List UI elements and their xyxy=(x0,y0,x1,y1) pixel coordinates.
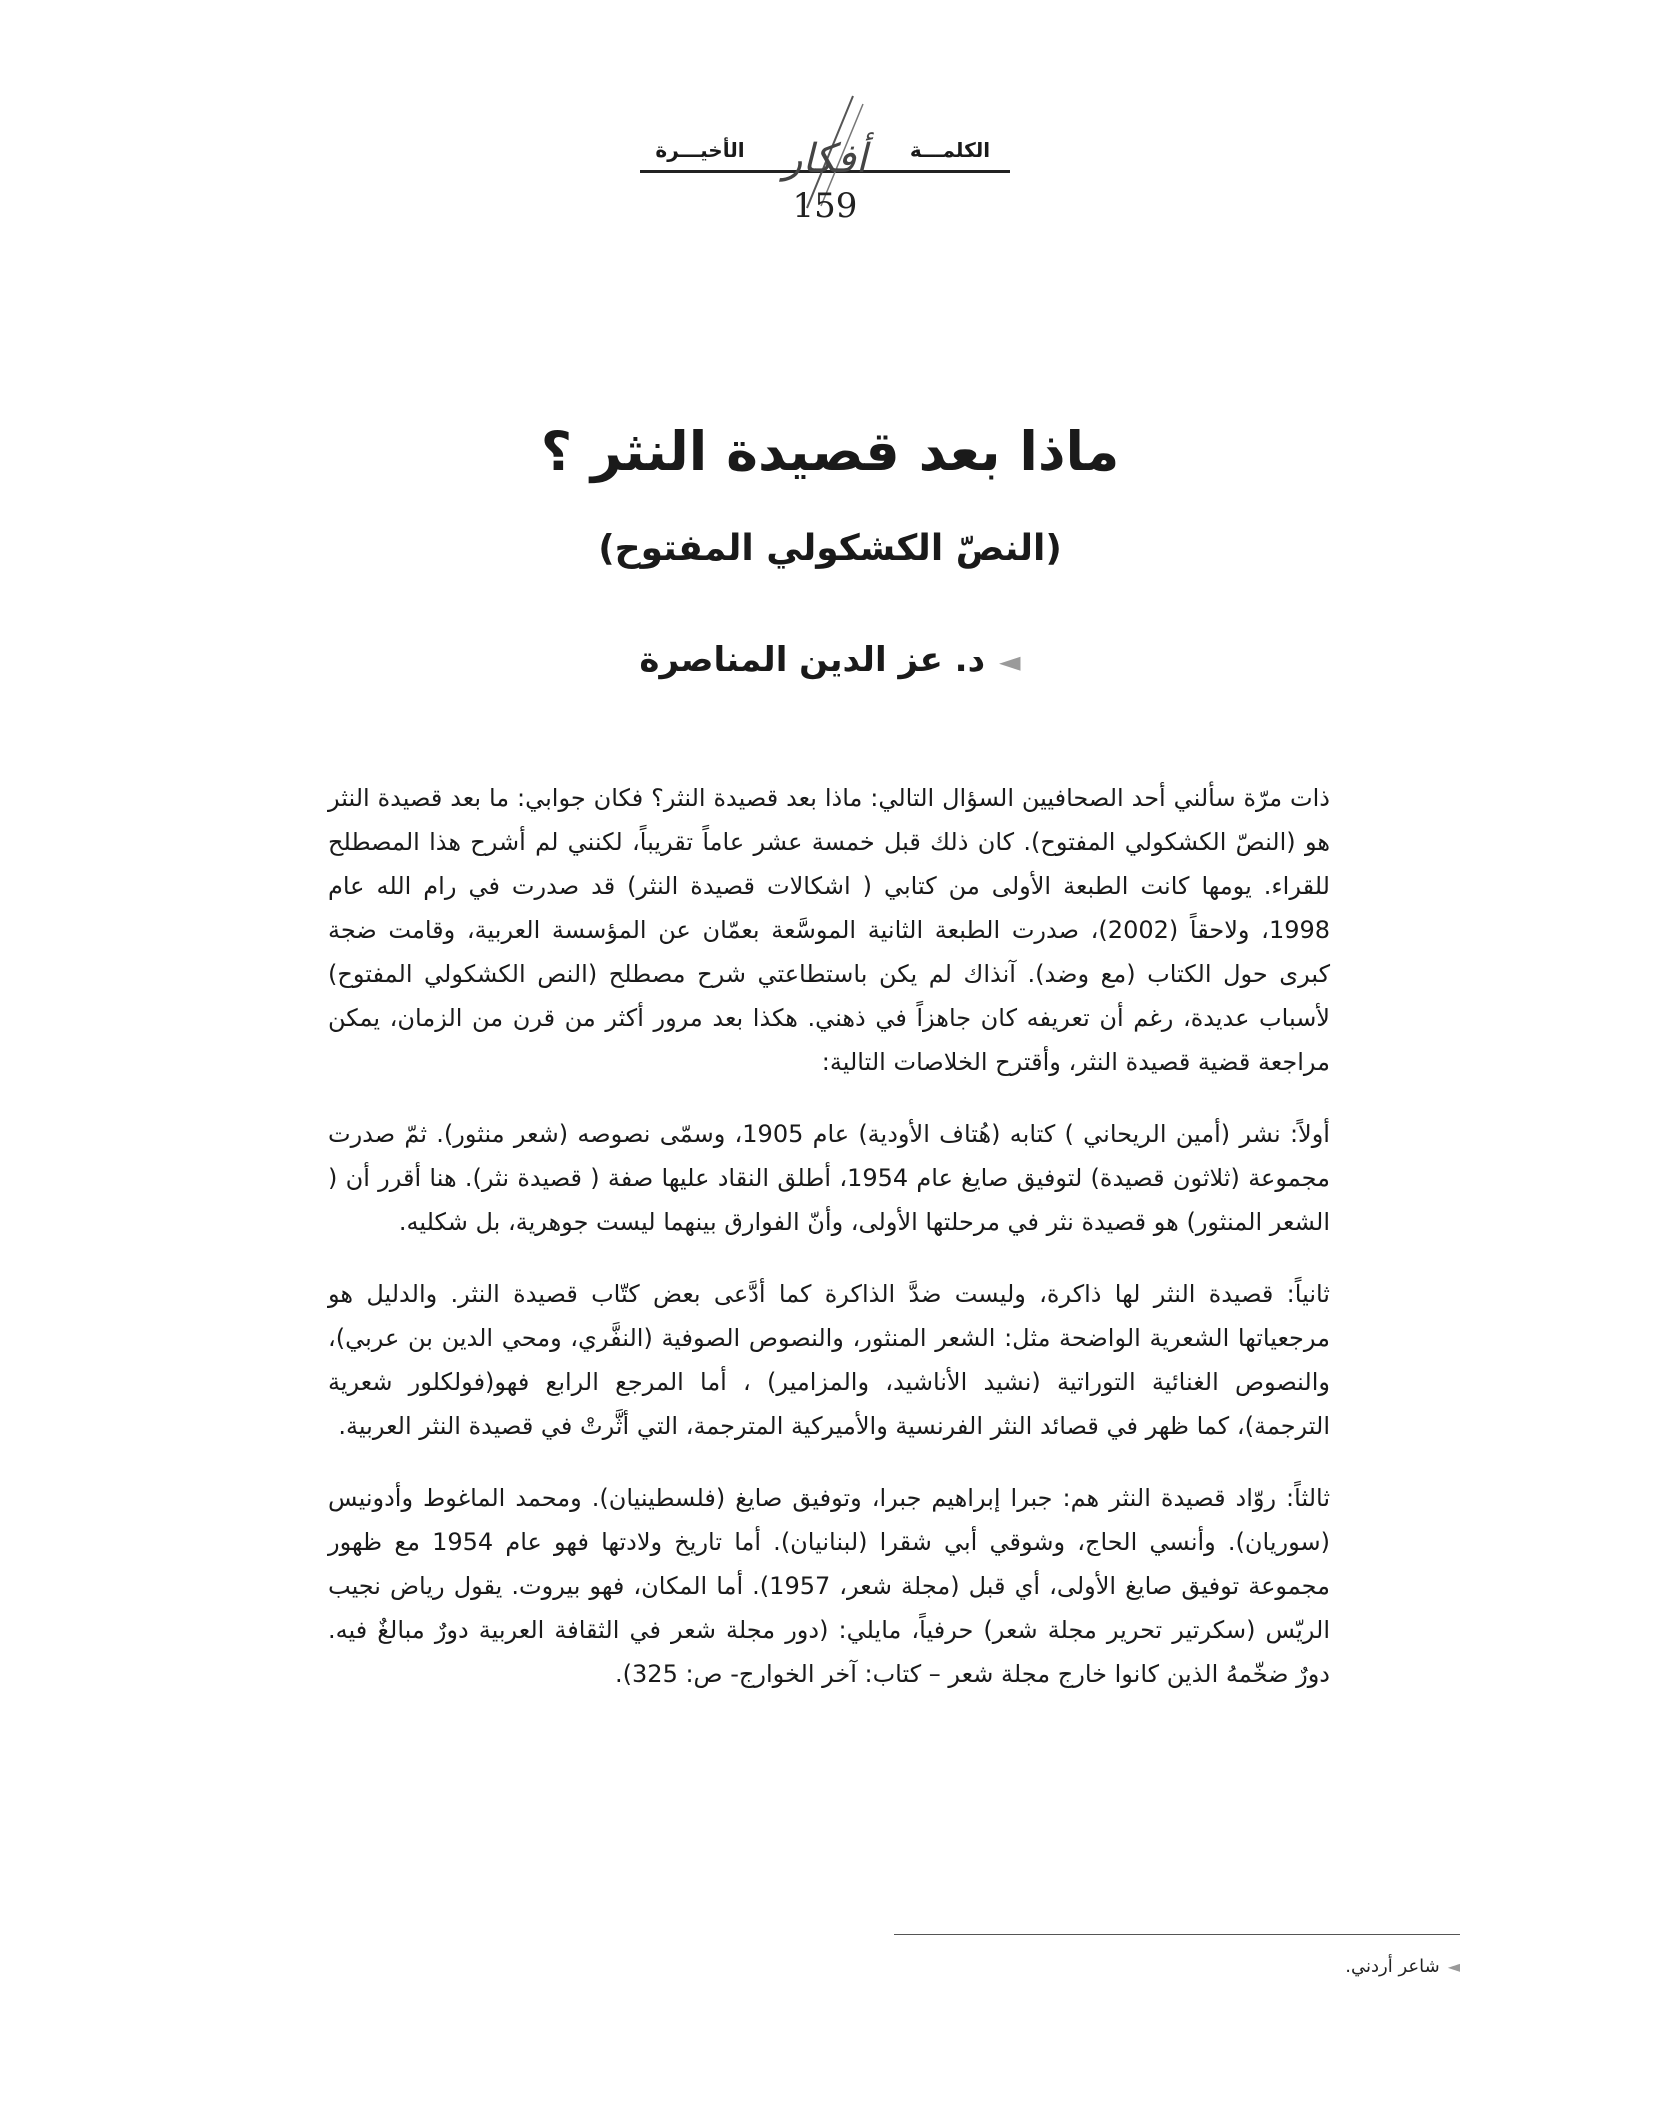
paragraph-first: أولاً: نشر (أمين الريحاني ) كتابه (هُتاف الأودية) عام 1905، وسمّى نصوصه (شعر منثور). ثمّ صدرت مجموعة (ثلاثون قصيدة) لتوفيق صايغ عام 1954، أطلق النقاد عليها صفة ( قصيدة نثر). هنا أقرر أن ( الشعر المنثور) هو قصيدة نثر في مرحلتها الأولى، وأنّ الفوارق بينهما ليست جوهرية، بل شكليه. xyxy=(328,1120,1330,1236)
logo-wordmark: أفكار xyxy=(783,136,867,182)
author-triangle-icon: ◄ xyxy=(999,645,1021,678)
header-section-label-right: الكلمـــة xyxy=(909,138,991,162)
footnote-triangle-icon: ◄ xyxy=(1447,1957,1460,1976)
page-number: 159 xyxy=(792,186,858,226)
running-header xyxy=(640,90,1010,230)
paragraph-third: ثالثاً: روّاد قصيدة النثر هم: جبرا إبراهيم جبرا، وتوفيق صايغ (فلسطينيان). ومحمد الماغوط وأدونيس (سوريان). وأنسي الحاج، وشوقي أبي شقرا (لبنانيان). أما تاريخ ولادتها فهو عام 1954 مع ظهور مجموعة توفيق صايغ الأولى، أي قبل (مجلة شعر، 1957). أما المكان، فهو بيروت. يقول رياض نجيب الريّس (سكرتير تحرير مجلة شعر) حرفياً، مايلي: (دور مجلة شعر في الثقافة العربية دورٌ مبالغٌ فيه. دورٌ ضخّمهُ الذين كانوا خارج مجلة شعر – كتاب: آخر الخوارج- ص: 325). xyxy=(328,1484,1331,1688)
paragraph-second: ثانياً: قصيدة النثر لها ذاكرة، وليست ضدَّ الذاكرة كما أدَّعى بعض كتّاب قصيدة النثر. والدليل هو مرجعياتها الشعرية الواضحة مثل: الشعر المنثور، والنصوص الصوفية (النفَّري، ومحي الدين بن عربي)، والنصوص الغنائية التوراتية (نشيد الأناشيد، والمزامير) ، أما المرجع الرابع فهو(فولكلور شعرية الترجمة)، كما ظهر في قصائد النثر الفرنسية والأميركية المترجمة، التي أثَّرتْ في قصيدة النثر العربية. xyxy=(328,1280,1330,1440)
header-section-label-left: الأخيـــرة xyxy=(655,138,745,162)
article-subtitle: (النصّ الكشكولي المفتوح) xyxy=(598,528,1062,569)
author-line xyxy=(300,640,1360,680)
footnote-divider xyxy=(894,1934,1460,1935)
article-title: ماذا بعد قصيدة النثر ؟ xyxy=(540,420,1120,483)
footnote xyxy=(894,1956,1460,1977)
author-name: د. عز الدين المناصرة xyxy=(639,640,986,680)
footnote-text: شاعر أردني. xyxy=(1345,1956,1440,1977)
article-body xyxy=(328,776,1330,1724)
paragraph-intro: ذات مرّة سألني أحد الصحافيين السؤال التالي: ماذا بعد قصيدة النثر؟ فكان جوابي: ما بعد قصيدة النثر هو (النصّ الكشكولي المفتوح). كان ذلك قبل خمسة عشر عاماً تقريباً، لكنني لم أشرح هذا المصطلح للقراء. يومها كانت الطبعة الأولى من كتابي ( اشكالات قصيدة النثر) قد صدرت في رام الله عام 1998، ولاحقاً (2002)، صدرت الطبعة الثانية الموسَّعة بعمّان عن المؤسسة العربية، وقامت ضجة كبرى حول الكتاب (مع وضد). آنذاك لم يكن باستطاعتي شرح مصطلح (النص الكشكولي المفتوح) لأسباب عديدة، رغم أن تعريفه كان جاهزاً في ذهني. هكذا بعد مرور أكثر من قرن من الزمان، يمكن مراجعة قضية قصيدة النثر، وأقترح الخلاصات التالية: xyxy=(328,784,1331,1076)
